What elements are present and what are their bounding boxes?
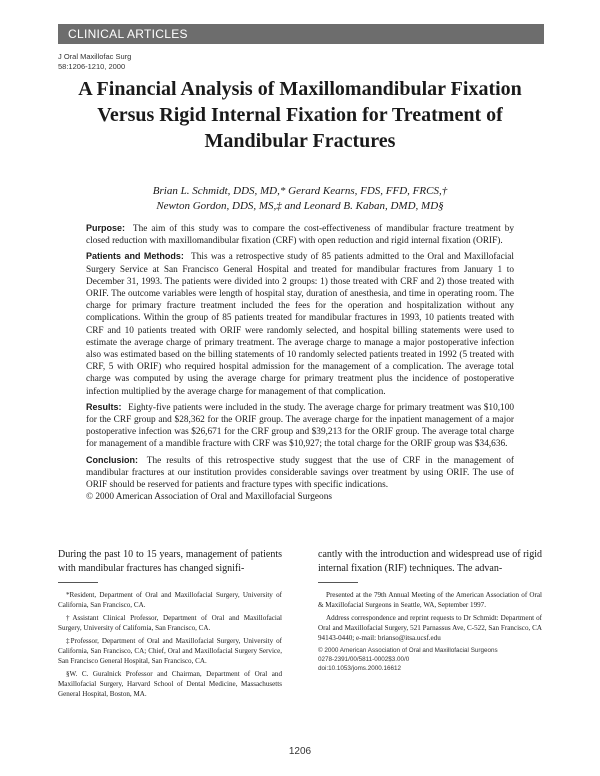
conclusion-text: The results of this retrospective study suggest that the use of CRF in the management of mandibular fractures at our institution provides considerable savings over treatment by using ORIF. The use of ORIF should be reserved for patients and fracture types with specific indications. bbox=[86, 455, 514, 491]
purpose-text: The aim of this study was to compare the cost-effectiveness of mandibular fracture treatment by closed reduction with maxillomandibular fixation (CRF) with open reduction and rigid internal fixation (ORIF). bbox=[86, 224, 514, 247]
footnote-issn: 0278-2391/00/5811-0002$3.00/0 bbox=[318, 656, 410, 664]
footnote-presented: Presented at the 79th Annual Meeting of the American Association of Oral & Maxillofacial Surgeons in Seattle, WA, September 1997. bbox=[318, 591, 542, 610]
footnote-rule-right bbox=[318, 582, 358, 583]
journal-name: J Oral Maxillofac Surg bbox=[58, 52, 132, 61]
footnote-copyright: © 2000 American Association of Oral and Maxillofacial Surgeons bbox=[318, 647, 498, 655]
page-number: 1206 bbox=[288, 746, 312, 757]
conclusion-label: Conclusion: bbox=[86, 454, 138, 465]
footnotes-right bbox=[318, 590, 542, 674]
body-text-left: During the past 10 to 15 years, management of patients with mandibular fractures has changed signifi- bbox=[58, 549, 282, 574]
journal-citation bbox=[58, 52, 131, 71]
abstract bbox=[86, 222, 514, 503]
footnote-correspondence: Address correspondence and reprint requests to Dr Schmidt: Department of Oral and Maxillofacial Surgery, 521 Parnassus Ave, C-522, San Francisco, CA 94143-0440; e-mail: brianso@itsa.ucsf.edu bbox=[318, 613, 542, 643]
footnote-assistant-professor: †Assistant Clinical Professor, Department of Oral and Maxillofacial Surgery, University of California, San Francisco, CA. bbox=[58, 613, 282, 633]
results-label: Results: bbox=[86, 401, 122, 412]
section-header-bar bbox=[58, 24, 544, 44]
footnote-resident: *Resident, Department of Oral and Maxillofacial Surgery, University of California, San Francisco, CA. bbox=[58, 591, 282, 610]
body-text-right: cantly with the introduction and widespread use of rigid internal fixation (RIF) techniques. The advan- bbox=[318, 549, 542, 574]
methods-label: Patients and Methods: bbox=[86, 251, 184, 262]
footnotes-left bbox=[58, 590, 282, 702]
abstract-purpose bbox=[86, 222, 514, 247]
abstract-results bbox=[86, 401, 514, 451]
footnote-chairman: §W. C. Guralnick Professor and Chairman, Department of Oral and Maxillofacial Surgery, Harvard School of Dental Medicine, Massachusetts General Hospital, Boston, MA. bbox=[58, 669, 282, 699]
footnote-professor: ‡Professor, Department of Oral and Maxillofacial Surgery, University of California, San Francisco, CA; Chief, Oral and Maxillofacial Surgery Service, San Francisco General Hospital, San Francisco, CA. bbox=[58, 636, 282, 666]
methods-text: This was a retrospective study of 85 patients admitted to the Oral and Maxillofacial Surgery Service at San Francisco General Hospital and treated for mandibular fractures from January 1 to December 31, 1993. The patients were divided into 2 groups: 1) those treated with CRF and 2) those treated with ORIF. The outcome variables were length of hospital stay, duration of anesthesia, and time in operating room. The charge for primary fracture treatment included the fees for the operation and hospitalization without any complications. Within the group of 85 patients treated for mandibular fractures in 1993, 10 patients treated with CRF and 10 patients treated with ORIF were randomly selected, and hospital billing statements were used to estimate the average charge of primary treatment. The average charge to manage a major postoperative infection also was estimated based on the billing statements of 10 randomly selected patients treated in 1992 (5 treated with CRF, 5 with ORIF) who required hospital admission for the management of a complication. The average total charge was computed by using the average charge for primary treatment plus the incidence of postoperative infection multiplied by the average charge for management of that complication. bbox=[86, 252, 514, 397]
abstract-methods bbox=[86, 250, 514, 397]
article-title: A Financial Analysis of Maxillomandibular Fixation Versus Rigid Internal Fixation for Treatment of Mandibular Fractures bbox=[78, 78, 522, 152]
abstract-copyright: © 2000 American Association of Oral and Maxillofacial Surgeons bbox=[86, 492, 332, 503]
section-label: CLINICAL ARTICLES bbox=[68, 27, 188, 41]
footnote-rule-left bbox=[58, 582, 98, 583]
journal-volume: 58:1206-1210, 2000 bbox=[58, 61, 126, 71]
purpose-label: Purpose: bbox=[86, 223, 126, 233]
authors-line-1: Brian L. Schmidt, DDS, MD,* Gerard Kearns, FDS, FFD, FRCS,† bbox=[152, 185, 448, 197]
footnote-doi: doi:10.1053/joms.2000.16612 bbox=[318, 665, 401, 673]
authors-line-2: Newton Gordon, DDS, MS,‡ and Leonard B. Kaban, DMD, MD§ bbox=[156, 200, 444, 212]
abstract-conclusion bbox=[86, 454, 514, 492]
author-list bbox=[70, 184, 530, 214]
results-text: Eighty-five patients were included in the study. The average charge for primary treatment was $10,100 for the CRF group and $28,362 for the ORIF group. The average charge for the inpatient management of a major postoperative infection was $26,671 for the CRF group and $39,213 for the ORIF group. The average total charge for management of a mandible fracture with CRF was $10,927; the total charge for the ORIF group was $34,636. bbox=[86, 402, 514, 450]
